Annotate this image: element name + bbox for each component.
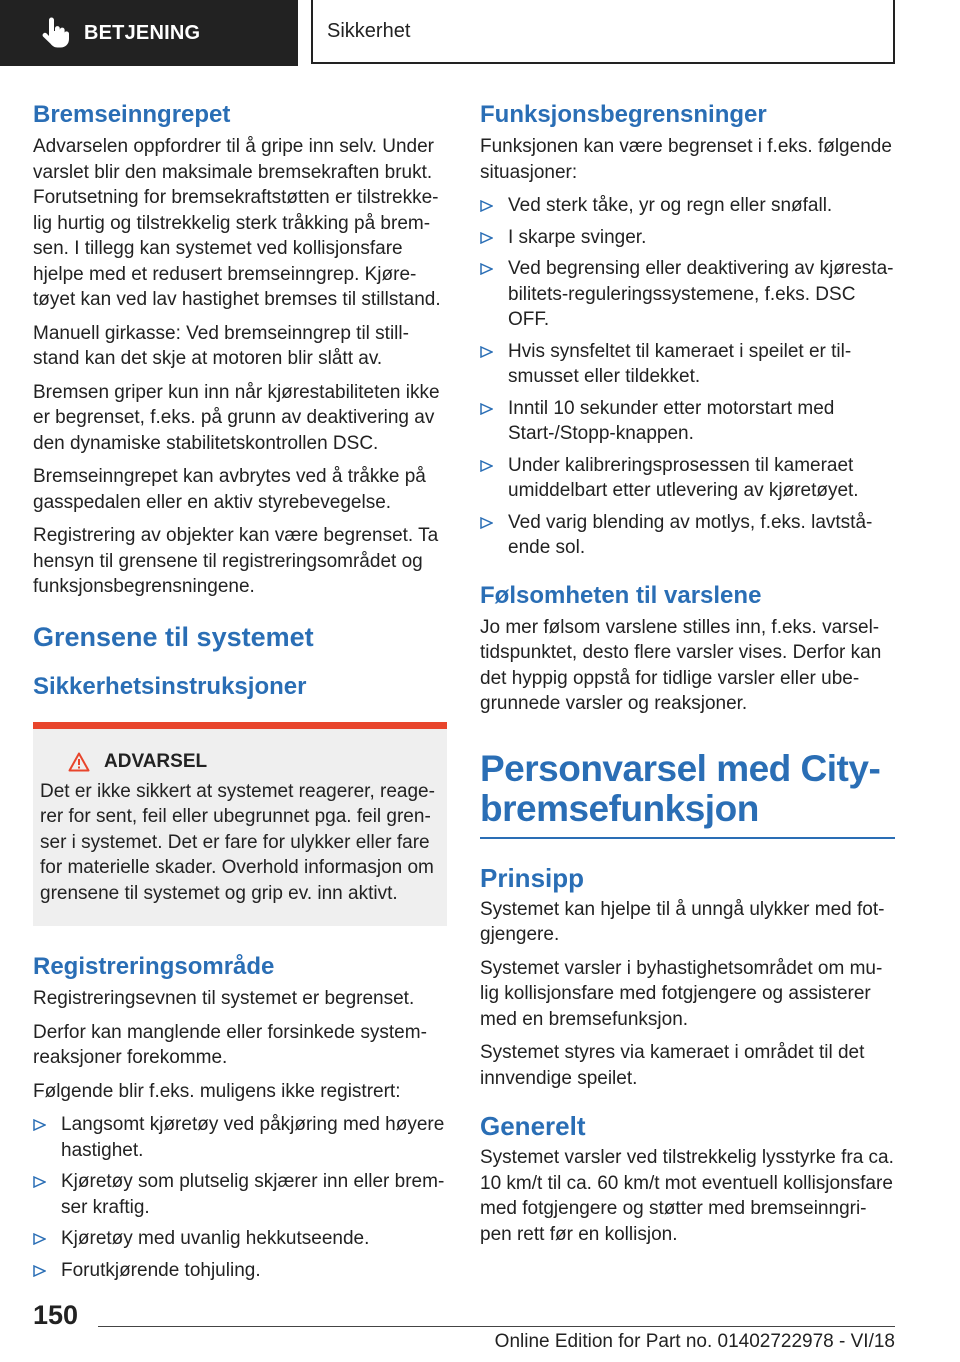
section-label: BETJENING — [84, 21, 201, 44]
triangle-right-icon — [480, 460, 493, 472]
heading-limits: Grensene til systemet — [33, 621, 314, 652]
list-item: Forutkjørende tohjuling. — [33, 1258, 447, 1284]
triangle-right-icon — [33, 1119, 46, 1131]
heading-detect: Registreringsområde — [33, 953, 275, 980]
paragraph: Følgende blir f.eks. muligens ikke registrert: — [33, 1080, 401, 1102]
list-item: Hvis synsfeltet til kameraet i speilet er til- smusset eller tildekket. — [480, 339, 895, 390]
list-item: Kjøretøy som plutselig skjærer inn eller brem- ser kraftig. — [33, 1169, 447, 1220]
list-item: I skarpe svinger. — [480, 225, 895, 251]
topic-label: Sikkerhet — [327, 19, 411, 42]
list-item: Ved sterk tåke, yr og regn eller snøfall. — [480, 193, 895, 219]
heading-principle: Prinsipp — [480, 862, 585, 893]
list-item: Kjøretøy med uvanlig hekkutseende. — [33, 1226, 447, 1252]
hand-pointer-icon — [38, 16, 72, 50]
heading-safety: Sikkerhetsinstruksjoner — [33, 672, 307, 700]
paragraph: Jo mer følsom varslene stilles inn, f.eks. varsel- tidspunktet, desto flere varsler vises. Derfor kan det hyppig oppstå for tidlige varsler eller ube- grunnede varsler og reaksjoner. — [480, 616, 882, 714]
list-item: Ved varig blending av motlys, f.eks. lavtstå- ende sol. — [480, 510, 895, 561]
paragraph: Derfor kan manglende eller forsinkede system- reaksjoner forekomme. — [33, 1021, 427, 1068]
paragraph: Bremsen griper kun inn når kjørestabiliteten ikke er begrenset, f.eks. på grunn av deaktivering av den dynamiske stabilitetskontrollen DSC. — [33, 381, 440, 454]
paragraph: Systemet kan hjelpe til å unngå ulykker med fot- gjengere. — [480, 898, 885, 945]
func-list — [480, 193, 895, 561]
heading-person-warning — [480, 749, 895, 839]
paragraph: Manuell girkasse: Ved bremseinngrep til still- stand kan det skje at motoren blir slått av. — [33, 322, 409, 369]
heading-sensitivity: Følsomheten til varslene — [480, 581, 762, 609]
paragraph: Funksjonen kan være begrenset i f.eks. følgende situasjoner: — [480, 136, 892, 183]
triangle-right-icon — [480, 517, 493, 529]
left-column — [33, 100, 447, 1289]
warning-box — [33, 722, 447, 927]
list-item: Langsomt kjøretøy ved påkjøring med høyere hastighet. — [33, 1112, 447, 1163]
paragraph: Systemet styres via kameraet i området til det innvendige speilet. — [480, 1042, 865, 1089]
heading-general: Generelt — [480, 1111, 586, 1141]
right-column — [480, 100, 895, 1255]
triangle-right-icon — [480, 403, 493, 415]
triangle-right-icon — [480, 232, 493, 244]
triangle-right-icon — [480, 346, 493, 358]
warning-triangle-icon — [68, 752, 90, 772]
warning-title — [68, 751, 439, 773]
paragraph: Systemet varsler ved tilstrekkelig lysstyrke fra ca. 10 km/t til ca. 60 km/t mot eventuell kollisjonsfare med fotgjengere og støtter med bremseinngri- pen rett før en kollisjon. — [480, 1147, 894, 1245]
page-number: 150 — [33, 1300, 79, 1330]
paragraph: Registreringsevnen til systemet er begrenset. — [33, 988, 415, 1009]
paragraph: Systemet varsler i byhastighetsområdet om mu- lig kollisjonsfare med fotgjengere og assisterer med en bremsefunksjon. — [480, 957, 883, 1030]
heading-line: Personvarsel med City- — [480, 747, 881, 789]
section-tab — [0, 0, 298, 66]
warning-text: Det er ikke sikkert at systemet reagerer, reage- rer for sent, feil eller ubegrunnet pga. feil gren- ser i systemet. Det er fare for ulykker eller fare for materielle skader. Overhold informasjon om grensene til systemet og grip ev. inn aktivt. — [40, 780, 435, 904]
paragraph: Registrering av objekter kan være begrenset. Ta hensyn til grensene til registreringsområdet og funksjonsbegrensningene. — [33, 525, 439, 597]
heading-func: Funksjonsbegrensninger — [480, 101, 767, 128]
warning-title-text: ADVARSEL — [104, 750, 208, 772]
page-header — [0, 0, 960, 66]
detect-list — [33, 1112, 447, 1283]
list-item: Under kalibreringsprosessen til kameraet umiddelbart etter utlevering av kjøretøyet. — [480, 453, 895, 504]
paragraph: Bremseinngrepet kan avbrytes ved å tråkke på gasspedalen eller en aktiv styrebevegelse. — [33, 466, 426, 513]
triangle-right-icon — [33, 1265, 46, 1277]
list-item: Inntil 10 sekunder etter motorstart med Start-/Stopp-knappen. — [480, 396, 895, 447]
heading-brake: Bremseinngrepet — [33, 101, 231, 128]
triangle-right-icon — [480, 200, 493, 212]
triangle-right-icon — [33, 1176, 46, 1188]
edition-text: Online Edition for Part no. 01402722978 - VI/18 — [494, 1331, 895, 1352]
list-item: Ved begrensing eller deaktivering av kjøresta- bilitets-reguleringssystemene, f.eks. DSC OFF. — [480, 256, 895, 333]
footer-rule — [98, 1326, 895, 1327]
triangle-right-icon — [33, 1233, 46, 1245]
heading-line: bremsefunksjon — [480, 787, 759, 829]
triangle-right-icon — [480, 263, 493, 275]
topic-box — [311, 0, 895, 64]
paragraph: Advarselen oppfordrer til å gripe inn selv. Under varslet blir den maksimale bremsekraften brukt. Forutsetning for bremsekraftstøtten er tilstrekke- lig hurtig og tilstrekkelig sterk tråkking på brem- sen. I tillegg kan systemet ved kollisjonsfare hjelpe med et redusert bremseinngrep. Kjøre- tøyet kan ved lav hastighet bremses til stillstand. — [33, 136, 441, 310]
